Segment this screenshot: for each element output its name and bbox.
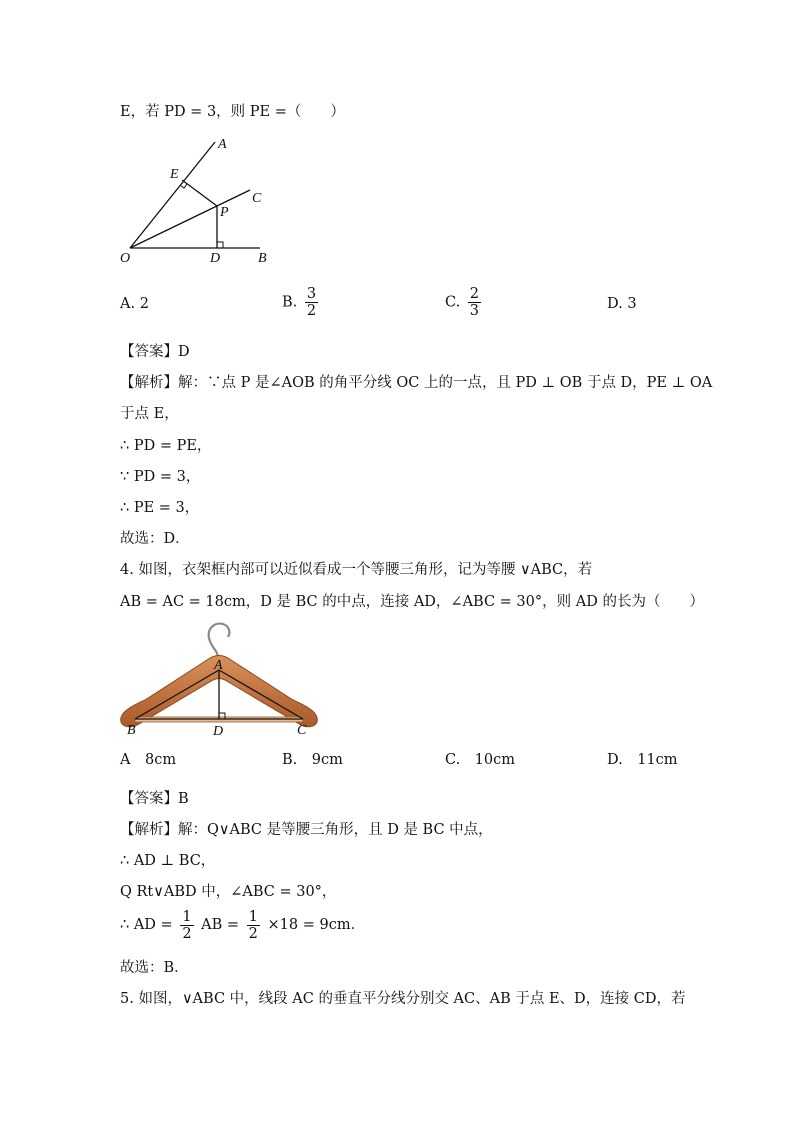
label-o: O — [120, 251, 131, 266]
q5-stem: 5. 如图，∨ABC 中，线段 AC 的垂直平分线分别交 AC、AB 于点 E、D，连接 CD，若 — [120, 991, 686, 1007]
q4-analysis-line-1: 【解析】解：Q∨ABC 是等腰三角形，且 D 是 BC 中点， — [120, 822, 493, 838]
q4-option-c: C. 10cm — [445, 752, 516, 768]
q3-analysis-line-3: ∴ PD = PE， — [120, 438, 212, 454]
q4-stem-line-2: AB = AC = 18cm，D 是 BC 的中点，连接 AD，∠ABC = 30°，则 AD 的长为（ ） — [120, 594, 704, 610]
q3-option-a: A. 2 — [120, 296, 149, 312]
q4-analysis-line-2: ∴ AD ⊥ BC， — [120, 853, 216, 869]
label-b: B — [258, 251, 267, 266]
label-e: E — [170, 167, 179, 182]
q3-analysis-line-5: ∴ PE = 3， — [120, 500, 200, 516]
label-c: C — [297, 723, 307, 738]
q3-stem-tail: E，若 PD = 3，则 PE =（ ） — [120, 104, 345, 120]
label-p: P — [220, 205, 229, 220]
label-d: D — [213, 724, 224, 739]
q3-analysis-line-2: 于点 E， — [120, 406, 179, 422]
q4-answer: 【答案】B — [120, 791, 189, 807]
q3-option-b: B. $\frac{3}{2}$ — [282, 286, 317, 319]
q3-option-d: D. 3 — [607, 296, 637, 312]
q3-analysis-line-4: ∵ PD = 3， — [120, 469, 201, 485]
q4-calc-line: ∴ AD = $\frac{1}{2}$ AB = $\frac{1}{2}$ ×18 = 9cm． — [120, 908, 366, 942]
label-c: C — [252, 191, 262, 206]
q4-stem-line-1: 4. 如图，衣架框内部可以近似看成一个等腰三角形，记为等腰 ∨ABC，若 — [120, 562, 593, 578]
q3-answer: 【答案】D — [120, 344, 190, 360]
q3-analysis-line-6: 故选：D． — [120, 531, 190, 547]
angle-bisector-figure — [110, 130, 290, 270]
label-d: D — [210, 251, 221, 266]
label-a: A — [218, 137, 227, 152]
q4-option-d: D. 11cm — [607, 752, 678, 768]
q4-choose: 故选：B． — [120, 960, 189, 976]
q4-analysis-line-3: Q Rt∨ABD 中，∠ABC = 30°， — [120, 884, 337, 900]
q3-option-c: C. $\frac{2}{3}$ — [445, 286, 480, 319]
q4-option-b: B. 9cm — [282, 752, 343, 768]
label-b: B — [127, 723, 136, 738]
hanger-figure — [115, 618, 325, 740]
q3-analysis-line-1: 【解析】解：∵点 P 是∠AOB 的角平分线 OC 上的一点，且 PD ⊥ OB 于点 D，PE ⊥ OA — [120, 375, 713, 391]
label-a: A — [214, 658, 223, 673]
q4-option-a: A 8cm — [120, 752, 177, 768]
